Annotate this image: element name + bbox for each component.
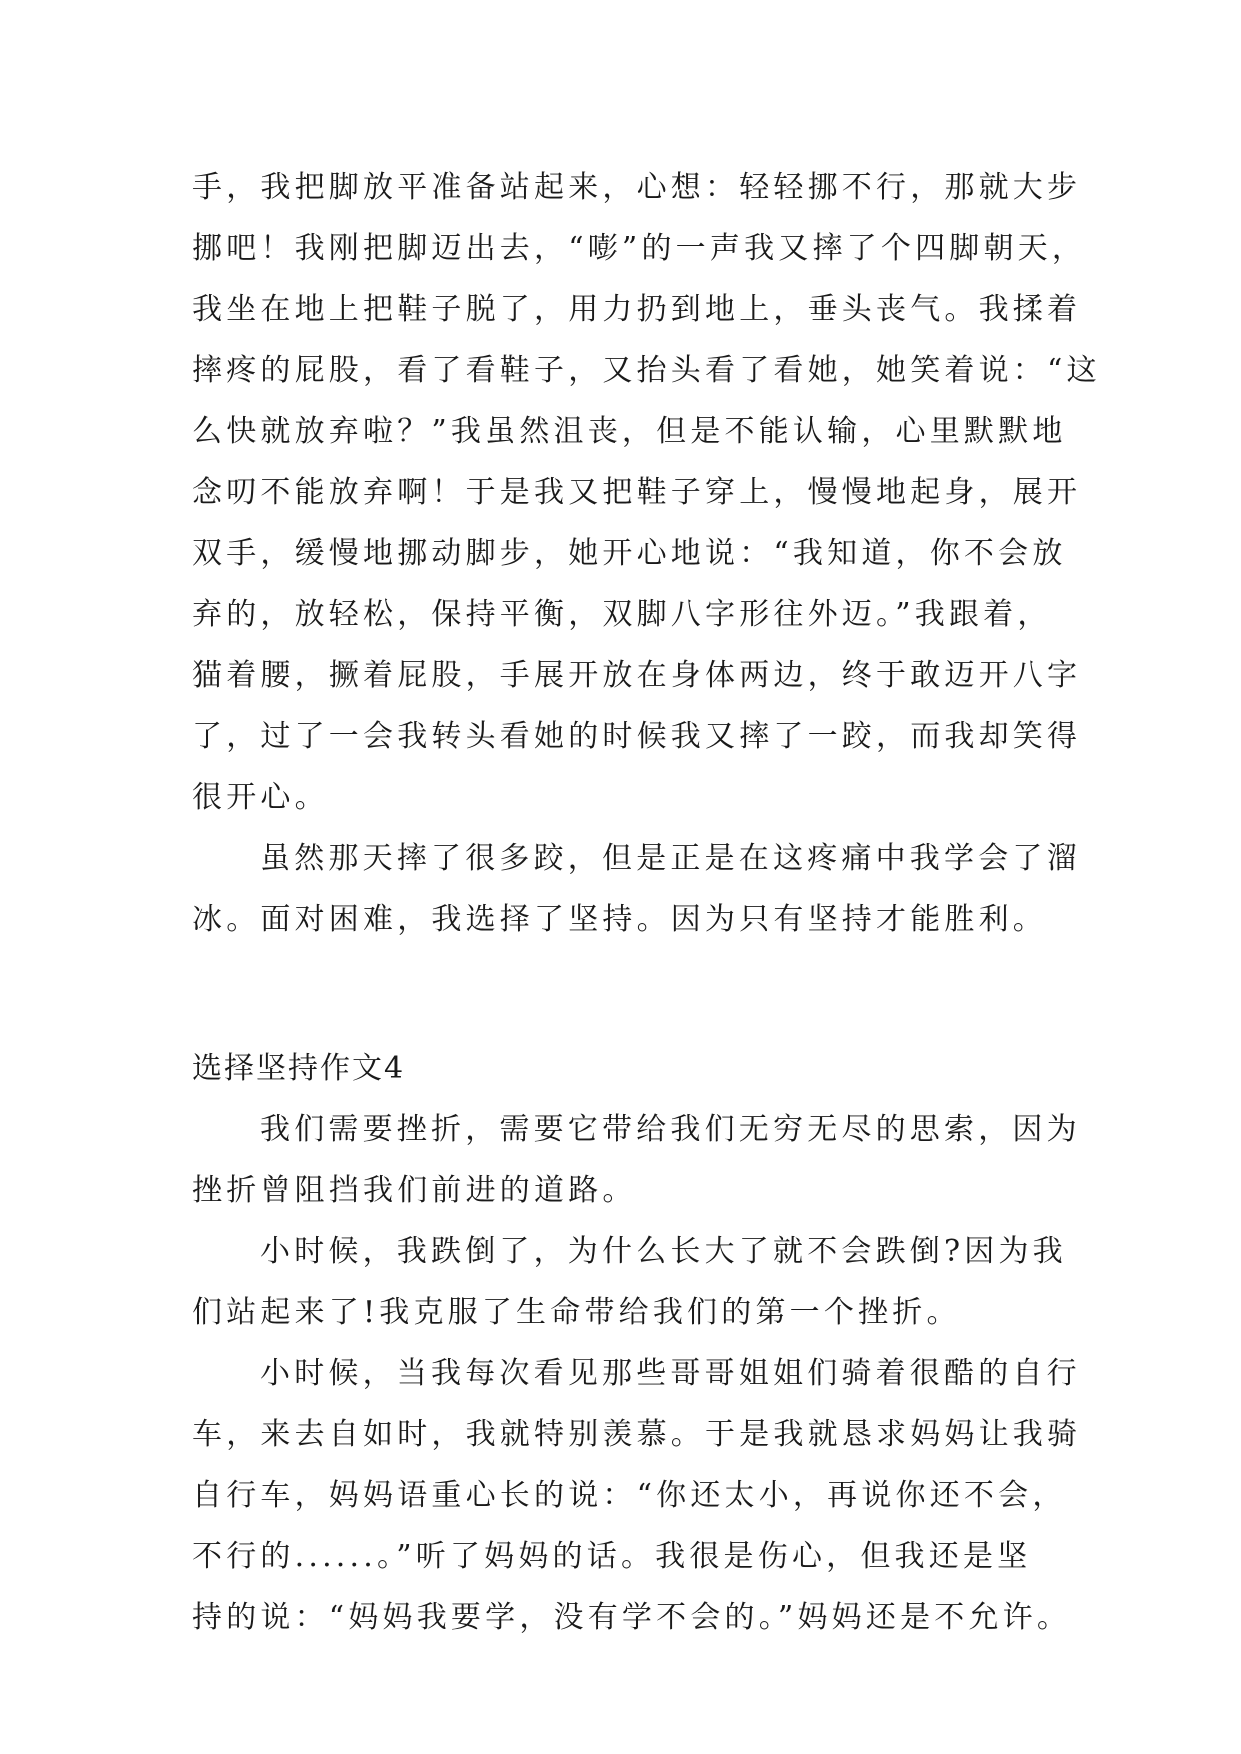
- text-line: 车，来去自如时，我就特别羡慕。于是我就恳求妈妈让我骑: [192, 1417, 1082, 1452]
- essay-heading: 选择坚持作文4: [192, 1051, 406, 1086]
- text-line: 很开心。: [192, 780, 329, 815]
- text-line: 挫折曾阻挡我们前进的道路。: [192, 1173, 637, 1208]
- document-body: [192, 157, 1101, 1648]
- text-line: 不行的......。”听了妈妈的话。我很是伤心，但我还是坚: [192, 1539, 1032, 1574]
- text-line: 猫着腰，撅着屁股，手展开放在身体两边，终于敢迈开八字: [192, 658, 1082, 693]
- text-line: 双手，缓慢地挪动脚步，她开心地说：“我知道，你不会放: [192, 536, 1067, 571]
- text-line: 么快就放弃啦？”我虽然沮丧，但是不能认输，心里默默地: [192, 414, 1067, 449]
- text-line: 持的说：“妈妈我要学，没有学不会的。”妈妈还是不允许。: [192, 1600, 1072, 1635]
- text-line: 小时候，当我每次看见那些哥哥姐姐们骑着很酷的自行: [260, 1356, 1081, 1391]
- text-line: 挪吧！我刚把脚迈出去，“嘭”的一声我又摔了个四脚朝天，: [192, 231, 1087, 266]
- text-line: 了，过了一会我转头看她的时候我又摔了一跤，而我却笑得: [192, 719, 1082, 754]
- text-line: 弃的，放轻松，保持平衡，双脚八字形往外迈。”我跟着，: [192, 597, 1052, 632]
- text-line: 念叨不能放弃啊！于是我又把鞋子穿上，慢慢地起身，展开: [192, 475, 1082, 510]
- text-line: 手，我把脚放平准备站起来，心想：轻轻挪不行，那就大步: [192, 170, 1082, 205]
- text-line: 们站起来了!我克服了生命带给我们的第一个挫折。: [192, 1295, 961, 1330]
- text-line: 摔疼的屁股，看了看鞋子，又抬头看了看她，她笑着说：“这: [192, 353, 1101, 388]
- text-line: 我坐在地上把鞋子脱了，用力扔到地上，垂头丧气。我揉着: [192, 292, 1082, 327]
- section-gap: [192, 950, 1072, 1038]
- text-line: 我们需要挫折，需要它带给我们无穷无尽的思索，因为: [260, 1112, 1081, 1147]
- text-line: 冰。面对困难，我选择了坚持。因为只有坚持才能胜利。: [192, 902, 1047, 937]
- text-line: 自行车，妈妈语重心长的说：“你还太小，再说你还不会，: [192, 1478, 1067, 1513]
- text-line: 小时候，我跌倒了，为什么长大了就不会跌倒?因为我: [260, 1234, 1067, 1269]
- text-line: 虽然那天摔了很多跤，但是正是在这疼痛中我学会了溜: [260, 841, 1081, 876]
